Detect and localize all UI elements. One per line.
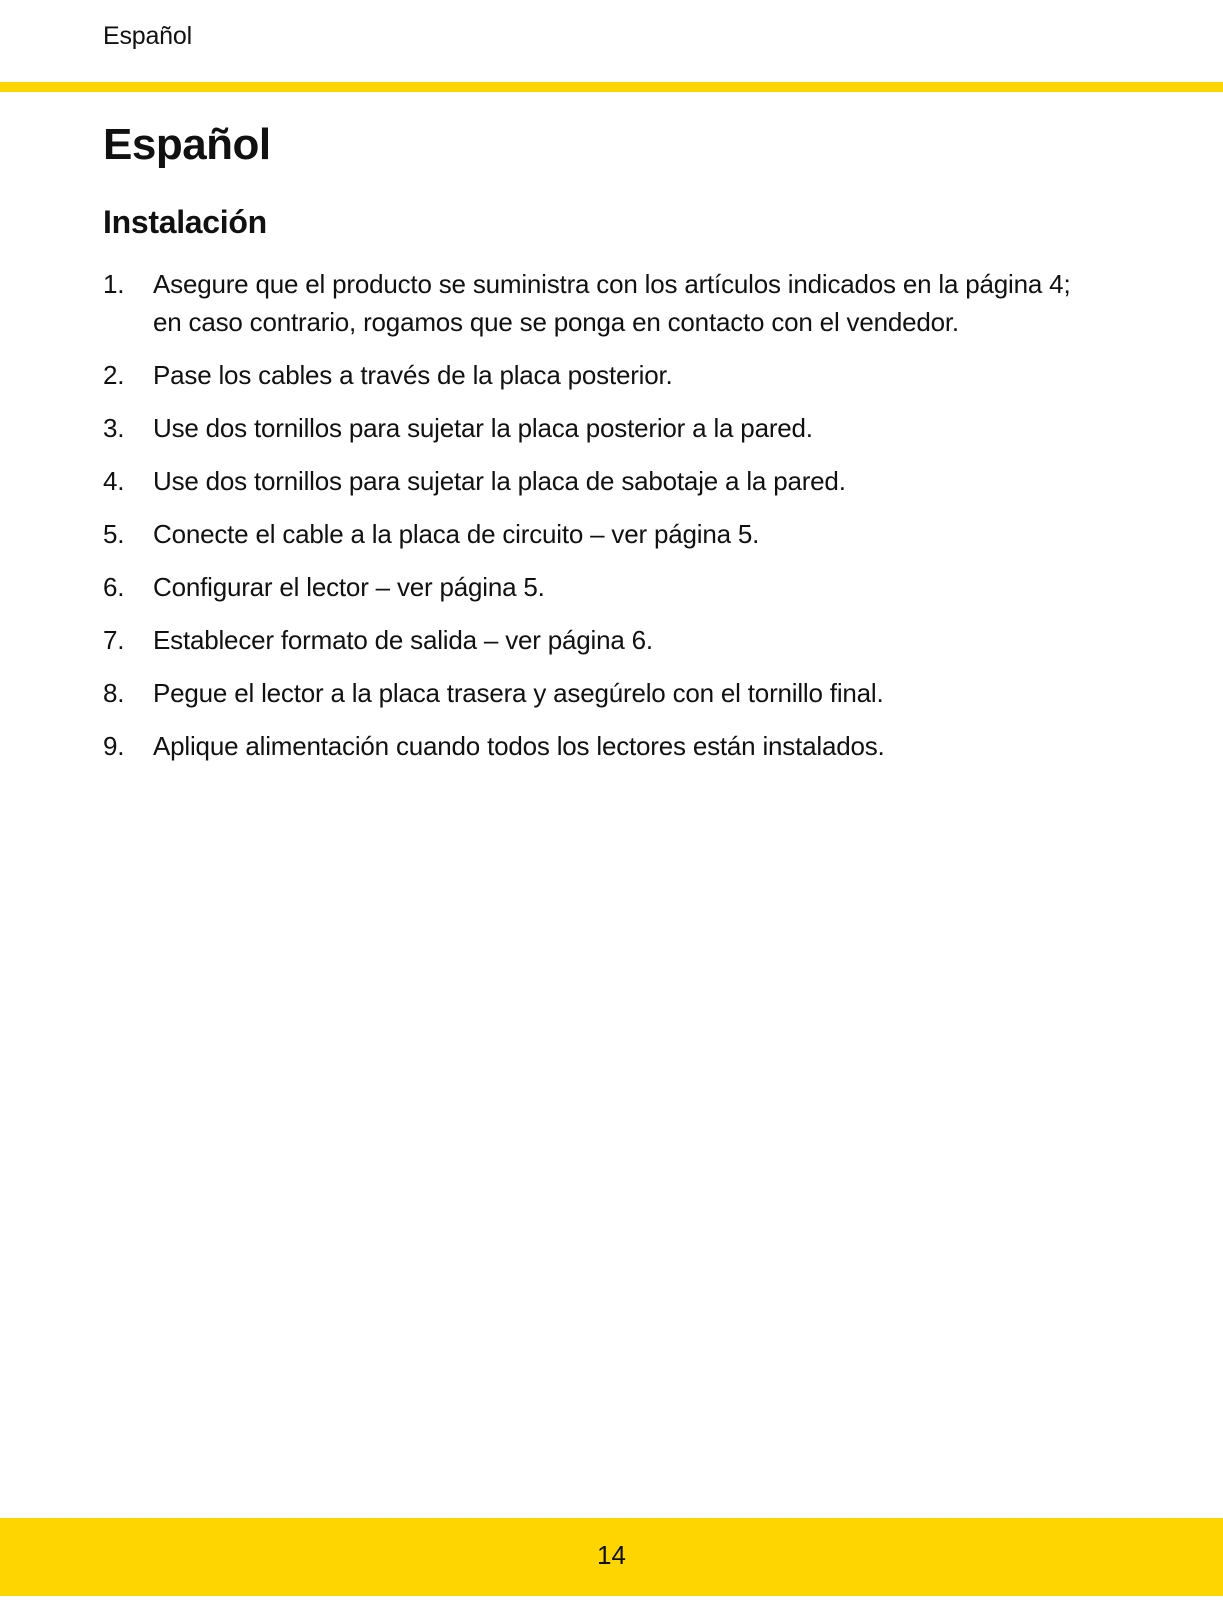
header-rule xyxy=(0,82,1223,92)
step-7 xyxy=(103,622,1103,660)
step-number: 5. xyxy=(103,518,125,549)
step-4 xyxy=(103,463,1103,501)
step-text: Configurar el lector – ver página 5. xyxy=(153,571,545,602)
step-5 xyxy=(103,516,1103,554)
step-6 xyxy=(103,569,1103,607)
running-header: Español xyxy=(103,22,192,50)
step-number: 3. xyxy=(103,412,125,443)
step-3 xyxy=(103,410,1103,448)
page-title: Español xyxy=(103,120,271,169)
step-text: Pase los cables a través de la placa posterior. xyxy=(153,359,673,390)
step-2 xyxy=(103,357,1103,395)
step-number: 8. xyxy=(103,677,125,708)
step-text: Use dos tornillos para sujetar la placa de sabotaje a la pared. xyxy=(153,465,846,496)
step-number: 4. xyxy=(103,465,125,496)
step-text: Asegure que el producto se suministra con los artículos indicados en la página 4; en caso contrario, rogamos que se ponga en contacto con el vendedor. xyxy=(153,269,1071,337)
step-number: 7. xyxy=(103,624,125,655)
step-text: Pegue el lector a la placa trasera y asegúrelo con el tornillo final. xyxy=(153,677,884,708)
step-number: 6. xyxy=(103,571,125,602)
step-1 xyxy=(103,266,1103,341)
step-number: 9. xyxy=(103,730,125,761)
step-number: 1. xyxy=(103,269,125,299)
step-text: Establecer formato de salida – ver página 6. xyxy=(153,624,653,655)
step-text: Conecte el cable a la placa de circuito – ver página 5. xyxy=(153,518,760,549)
page-number: 14 xyxy=(597,1540,626,1570)
installation-steps xyxy=(103,266,1103,781)
step-8 xyxy=(103,675,1103,713)
step-number: 2. xyxy=(103,359,125,390)
step-9 xyxy=(103,728,1103,766)
step-text: Aplique alimentación cuando todos los lectores están instalados. xyxy=(153,730,885,761)
section-title: Instalación xyxy=(103,204,267,240)
step-text: Use dos tornillos para sujetar la placa posterior a la pared. xyxy=(153,412,813,443)
